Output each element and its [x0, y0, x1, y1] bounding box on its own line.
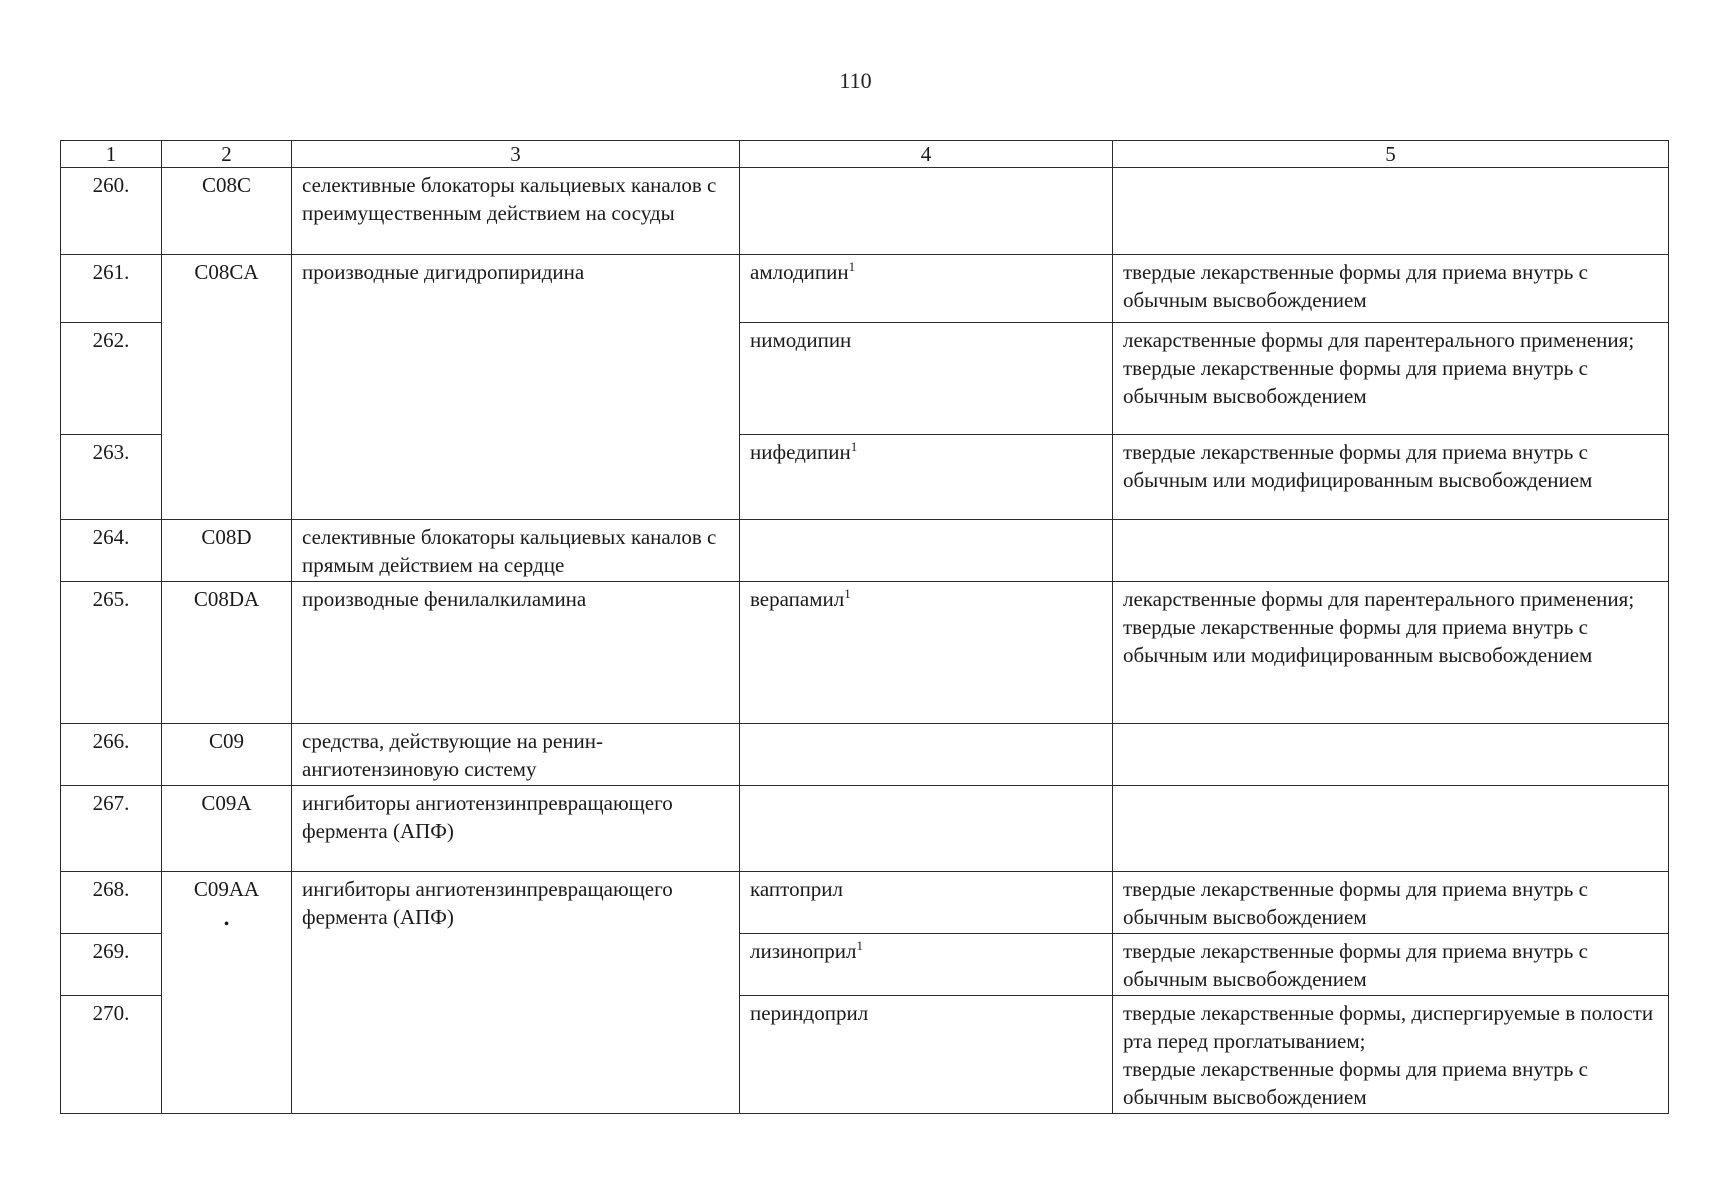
group-name: производные дигидропиридина	[292, 255, 740, 520]
footnote-mark: 1	[848, 259, 856, 274]
dosage-form	[1113, 724, 1669, 786]
drug-name-text: лизиноприл	[750, 939, 857, 963]
atc-code: C08DA	[162, 582, 292, 724]
dosage-form	[1113, 168, 1669, 255]
drug-name	[740, 582, 1113, 724]
column-header: 2	[162, 141, 292, 168]
drug-name-text: амлодипин	[750, 260, 849, 284]
footnote-mark: 1	[856, 938, 863, 953]
row-number: 267.	[61, 786, 162, 872]
dosage-form	[1113, 520, 1669, 582]
table-row	[61, 582, 1669, 724]
footnote-mark: 1	[844, 586, 851, 601]
row-number: 269.	[61, 934, 162, 996]
drug-name-text: каптоприл	[750, 877, 844, 901]
drug-name	[740, 435, 1113, 520]
column-header: 4	[740, 141, 1113, 168]
drug-name	[740, 255, 1113, 323]
row-number: 263.	[61, 435, 162, 520]
drug-name	[740, 872, 1113, 934]
dosage-form: твердые лекарственные формы для приема внутрь с обычным высвобождением	[1113, 255, 1669, 323]
row-number: 270.	[61, 996, 162, 1114]
column-header: 5	[1113, 141, 1669, 168]
row-number: 268.	[61, 872, 162, 934]
atc-code: C08C	[162, 168, 292, 255]
atc-code-cell	[162, 872, 292, 1114]
row-number: 261.	[61, 255, 162, 323]
dosage-form: твердые лекарственные формы, диспергируемые в полости рта перед проглатыванием; твердые лекарственные формы для приема внутрь с обычным высвобождением	[1113, 996, 1669, 1114]
drug-name-text: периндоприл	[750, 1001, 869, 1025]
dosage-form: твердые лекарственные формы для приема внутрь с обычным или модифицированным высвобождением	[1113, 435, 1669, 520]
drug-name	[740, 520, 1113, 582]
row-number: 266.	[61, 724, 162, 786]
atc-code: C08D	[162, 520, 292, 582]
dosage-form	[1113, 786, 1669, 872]
header-row	[61, 141, 1669, 168]
page-number: 110	[839, 68, 872, 93]
atc-code: C09	[162, 724, 292, 786]
table-row	[61, 255, 1669, 323]
column-header: 1	[61, 141, 162, 168]
dosage-form: твердые лекарственные формы для приема внутрь с обычным высвобождением	[1113, 872, 1669, 934]
drug-name-text: нимодипин	[750, 328, 852, 352]
drug-name	[740, 786, 1113, 872]
row-number: 260.	[61, 168, 162, 255]
table-row	[61, 786, 1669, 872]
atc-code: C08CA	[162, 255, 292, 520]
row-number: 265.	[61, 582, 162, 724]
stray-dot: •	[223, 916, 230, 933]
atc-code: C09A	[162, 786, 292, 872]
group-name: ингибиторы ангиотензинпревращающего фермента (АПФ)	[292, 872, 740, 1114]
group-name: производные фенилалкиламина	[292, 582, 740, 724]
atc-code: C09AA	[193, 877, 260, 901]
group-name: средства, действующие на ренин-ангиотензиновую систему	[292, 724, 740, 786]
drug-name	[740, 934, 1113, 996]
footnote-mark: 1	[850, 439, 858, 454]
group-name: селективные блокаторы кальциевых каналов с прямым действием на сердце	[292, 520, 740, 582]
group-name: селективные блокаторы кальциевых каналов с преимущественным действием на сосуды	[292, 168, 740, 255]
dosage-form: лекарственные формы для парентерального применения; твердые лекарственные формы для приема внутрь с обычным высвобождением	[1113, 323, 1669, 435]
drug-name	[740, 168, 1113, 255]
column-header: 3	[292, 141, 740, 168]
group-name: ингибиторы ангиотензинпревращающего фермента (АПФ)	[292, 786, 740, 872]
drug-name-text: верапамил	[750, 587, 845, 611]
drug-name	[740, 724, 1113, 786]
drug-name	[740, 323, 1113, 435]
row-number: 264.	[61, 520, 162, 582]
drug-name	[740, 996, 1113, 1114]
drug-name-text: нифедипин	[750, 440, 851, 464]
table-row	[61, 872, 1669, 934]
table-row	[61, 520, 1669, 582]
table-row	[61, 724, 1669, 786]
drug-table	[60, 140, 1669, 1114]
table-row	[61, 168, 1669, 255]
row-number: 262.	[61, 323, 162, 435]
dosage-form: лекарственные формы для парентерального применения; твердые лекарственные формы для приема внутрь с обычным или модифицированным высвобождением	[1113, 582, 1669, 724]
dosage-form: твердые лекарственные формы для приема внутрь с обычным высвобождением	[1113, 934, 1669, 996]
